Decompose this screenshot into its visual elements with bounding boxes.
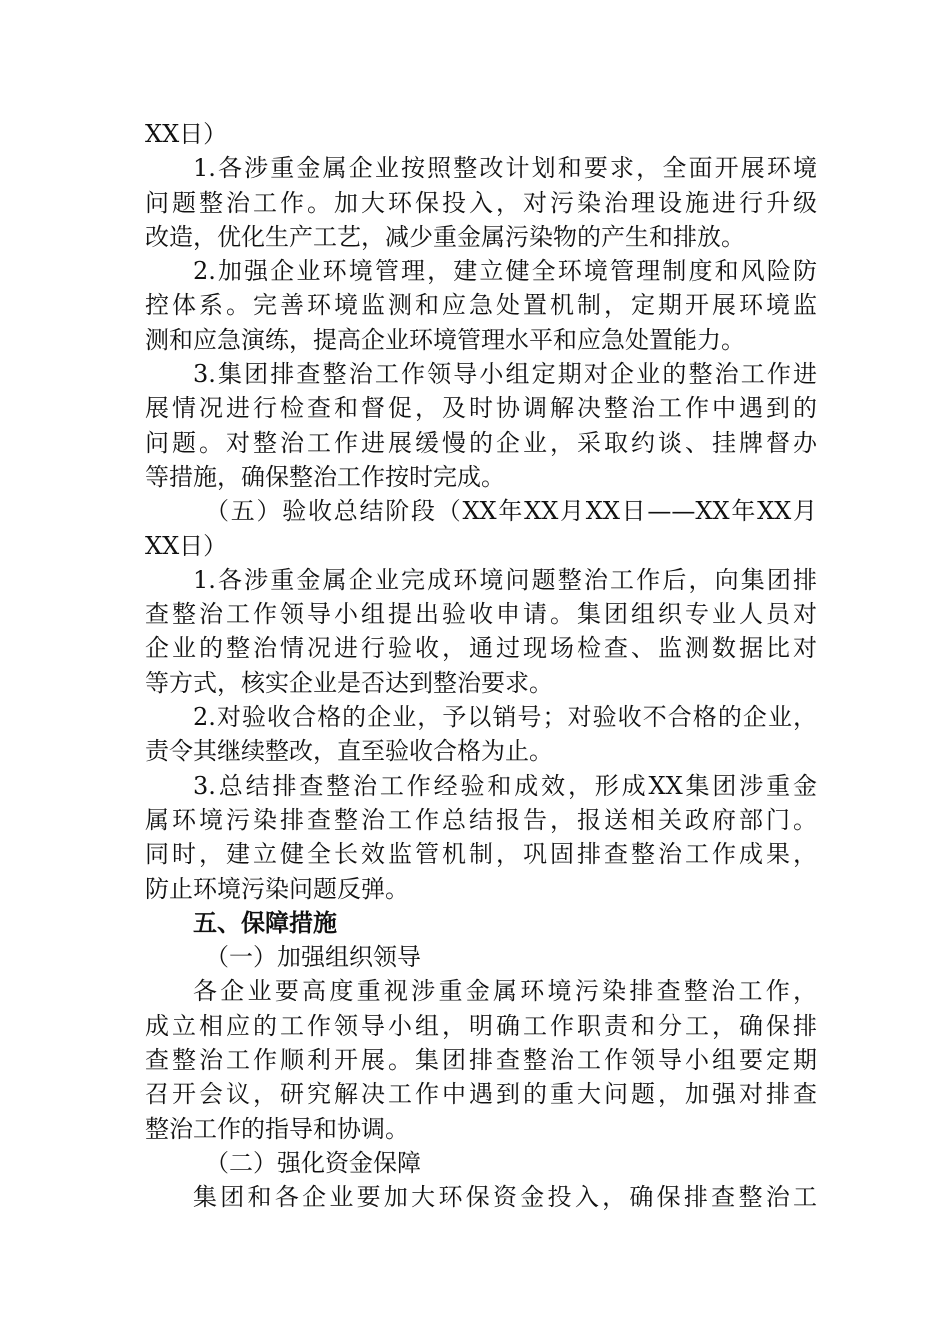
text-line: 控体系。完善环境监测和应急处置机制，定期开展环境监: [145, 291, 817, 320]
text-line: （五）验收总结阶段（XX年XX月XX日——XX年XX月: [205, 497, 817, 526]
text-line: 召开会议，研究解决工作中遇到的重大问题，加强对排查: [145, 1080, 817, 1109]
text-line: 改造，优化生产工艺，减少重金属污染物的产生和排放。: [145, 222, 745, 251]
text-line: 等方式，核实企业是否达到整治要求。: [145, 668, 553, 697]
text-line: 1.各涉重金属企业按照整改计划和要求，全面开展环境: [193, 154, 817, 183]
text-line: 3.总结排查整治工作经验和成效，形成XX集团涉重金: [193, 771, 817, 800]
text-line: 防止环境污染问题反弹。: [145, 874, 409, 903]
text-line: 3.集团排查整治工作领导小组定期对企业的整治工作进: [193, 360, 817, 389]
text-line: 成立相应的工作领导小组，明确工作职责和分工，确保排: [145, 1011, 817, 1040]
text-line: （二）强化资金保障: [205, 1148, 421, 1177]
text-line: 集团和各企业要加大环保资金投入，确保排查整治工: [193, 1183, 817, 1212]
text-line: 查整治工作领导小组提出验收申请。集团组织专业人员对: [145, 600, 817, 629]
section-heading: 五、保障措施: [193, 908, 337, 937]
text-line: 企业的整治情况进行验收，通过现场检查、监测数据比对: [145, 634, 817, 663]
text-line: 属环境污染排查整治工作总结报告，报送相关政府部门。: [145, 805, 817, 834]
text-line: 查整治工作顺利开展。集团排查整治工作领导小组要定期: [145, 1046, 817, 1075]
text-line: （一）加强组织领导: [205, 943, 421, 972]
document-body: [145, 117, 817, 1215]
text-line: 测和应急演练，提高企业环境管理水平和应急处置能力。: [145, 325, 745, 354]
text-line: 同时，建立健全长效监管机制，巩固排查整治工作成果，: [145, 840, 817, 869]
text-line: 2.加强企业环境管理，建立健全环境管理制度和风险防: [193, 257, 817, 286]
text-line: 等措施，确保整治工作按时完成。: [145, 462, 505, 491]
text-line: 问题。对整治工作进展缓慢的企业，采取约谈、挂牌督办: [145, 428, 817, 457]
text-line: XX日）: [145, 120, 228, 148]
text-line: 1.各涉重金属企业完成环境问题整治工作后，向集团排: [193, 565, 817, 594]
text-line: 2.对验收合格的企业，予以销号；对验收不合格的企业，: [193, 703, 817, 732]
text-line: 展情况进行检查和督促，及时协调解决整治工作中遇到的: [145, 394, 817, 423]
text-line: 问题整治工作。加大环保投入，对污染治理设施进行升级: [145, 188, 817, 217]
text-line: 整治工作的指导和协调。: [145, 1114, 409, 1143]
text-line: 责令其继续整改，直至验收合格为止。: [145, 737, 553, 766]
text-line: 各企业要高度重视涉重金属环境污染排查整治工作，: [193, 977, 817, 1006]
text-line: XX日）: [145, 531, 228, 560]
